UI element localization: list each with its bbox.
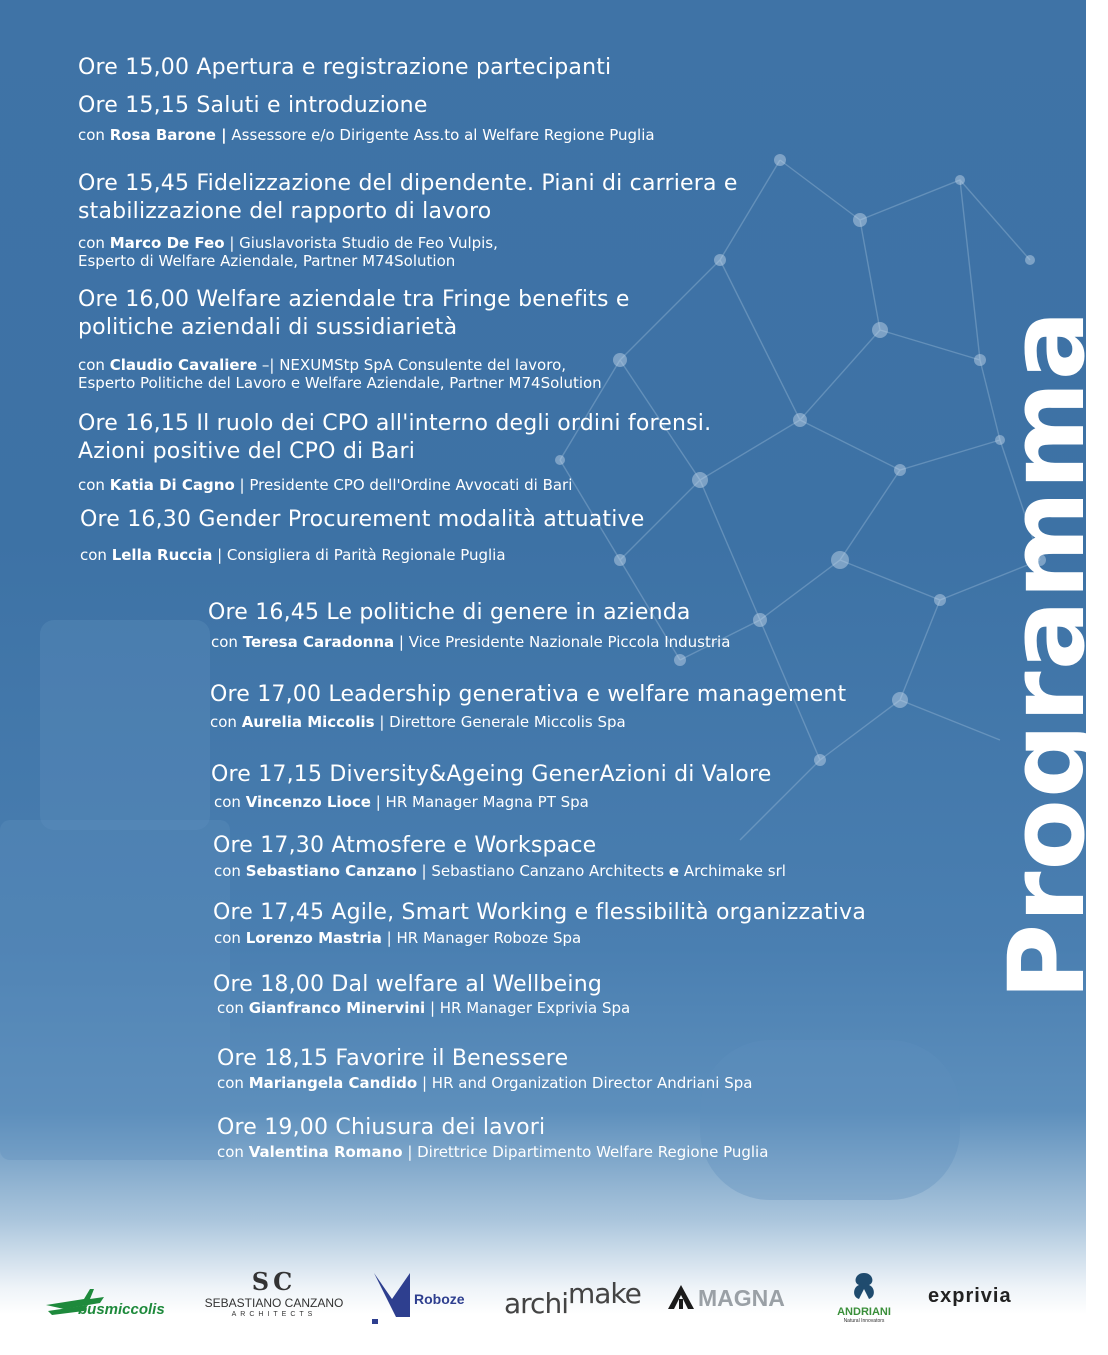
session-title: Ore 17,45 Agile, Smart Working e flessibilità organizzativa [213, 900, 867, 925]
speaker-name: Aurelia Miccolis [241, 713, 375, 731]
program-item [210, 681, 846, 731]
session-title: Ore 15,00 Apertura e registrazione partecipanti [78, 55, 612, 80]
program-item [78, 54, 611, 82]
session-speaker: con Lella Ruccia | Consigliera di Parità Regionale Puglia [80, 546, 506, 564]
session-speaker: con Rosa Barone | Assessore e/o Dirigente Ass.to al Welfare Regione Puglia [78, 126, 655, 144]
sponsor-logos [0, 1255, 1086, 1345]
canzano-name: SEBASTIANO CANZANO [204, 1296, 344, 1310]
busmiccolis-logo [44, 1283, 184, 1323]
program-item [78, 286, 630, 392]
speaker-name: Rosa Barone | [109, 126, 227, 144]
speaker-role: | Direttore Generale Miccolis Spa [374, 713, 626, 731]
session-speaker: con Claudio Cavaliere –| NEXUMStp SpA Consulente del lavoro, [78, 356, 567, 374]
session-speaker: con Lorenzo Mastria | HR Manager Roboze Spa [214, 929, 582, 947]
session-title: Ore 16,45 Le politiche di genere in azienda [208, 600, 691, 625]
speaker-name: Vincenzo Lioce [245, 793, 371, 811]
session-speaker: con Valentina Romano | Direttrice Dipartimento Welfare Regione Puglia [217, 1143, 769, 1161]
session-title-line: Ore 15,45 Fidelizzazione del dipendente. Piani di carriera e [78, 171, 738, 196]
session-speaker: con Katia Di Cagno | Presidente CPO dell'Ordine Avvocati di Bari [78, 476, 573, 494]
session-speaker: con Vincenzo Lioce | HR Manager Magna PT Spa [214, 793, 589, 811]
program-item [80, 506, 645, 564]
session-speaker: con Marco De Feo | Giuslavorista Studio de Feo Vulpis, [78, 234, 498, 252]
speaker-role: | HR Manager Magna PT Spa [370, 793, 589, 811]
speaker-name: Sebastiano Canzano [245, 862, 417, 880]
program-item [211, 761, 771, 811]
speaker-role-line: Esperto di Welfare Aziendale, Partner M74Solution [78, 252, 456, 270]
exprivia-name: exprivia [928, 1285, 1012, 1307]
session-title-line: politiche aziendali di sussidiarietà [78, 315, 458, 340]
archimake-part2: make [567, 1277, 641, 1310]
session-speaker: con Mariangela Candido | HR and Organization Director Andriani Spa [217, 1074, 753, 1092]
program-item [217, 1114, 768, 1161]
andriani-tagline: Natural Innovators [843, 1318, 885, 1324]
speaker-role: –| NEXUMStp SpA Consulente del lavoro, [257, 356, 567, 374]
session-speaker: con Gianfranco Minervini | HR Manager Exprivia Spa [217, 999, 631, 1017]
program-item [78, 410, 711, 494]
speaker-role: | Consigliera di Parità Regionale Puglia [212, 546, 506, 564]
session-title: Ore 17,00 Leadership generativa e welfare management [210, 682, 847, 707]
speaker-role: | HR Manager Exprivia Spa [425, 999, 631, 1017]
canzano-logo [204, 1269, 344, 1329]
speaker-name: Lorenzo Mastria [245, 929, 382, 947]
exprivia-logo [928, 1285, 1048, 1315]
session-speaker: con Sebastiano Canzano | Sebastiano Canzano Architects e Archimake srl [214, 862, 786, 880]
session-title-line: stabilizzazione del rapporto di lavoro [78, 199, 492, 224]
speaker-name: Marco De Feo [109, 234, 225, 252]
roboze-name: Roboze [414, 1291, 465, 1307]
session-title: Ore 17,30 Atmosfere e Workspace [213, 833, 597, 858]
program-item [78, 92, 655, 144]
andriani-logo [826, 1271, 902, 1331]
speaker-name: Lella Ruccia [111, 546, 213, 564]
session-title-line: Azioni positive del CPO di Bari [78, 439, 416, 464]
program-item [213, 971, 630, 1017]
programma-vertical-title: Programma [986, 309, 1108, 1000]
speaker-role: | Presidente CPO dell'Ordine Avvocati di Bari [234, 476, 573, 494]
speaker-role: | HR and Organization Director Andriani Spa [417, 1074, 753, 1092]
magna-logo [668, 1285, 808, 1317]
session-title: Ore 19,00 Chiusura dei lavori [217, 1115, 546, 1140]
archimake-logo [504, 1277, 641, 1320]
session-title: Ore 18,15 Favorire il Benessere [217, 1046, 569, 1071]
session-title-line: Ore 16,15 Il ruolo dei CPO all'interno degli ordini forensi. [78, 411, 712, 436]
canzano-sub: ARCHITECTS [231, 1311, 317, 1318]
roboze-mark-icon [370, 1269, 414, 1325]
program-item [208, 599, 730, 651]
session-title-line: Ore 16,00 Welfare aziendale tra Fringe benefits e [78, 287, 630, 312]
speaker-role: | Vice Presidente Nazionale Piccola Industria [394, 633, 731, 651]
speaker-role: Assessore e/o Dirigente Ass.to al Welfare Regione Puglia [226, 126, 655, 144]
program-item [78, 170, 738, 270]
speaker-role: | Direttrice Dipartimento Welfare Regione Puglia [402, 1143, 769, 1161]
speaker-name: Teresa Caradonna [242, 633, 395, 651]
speaker-name: Valentina Romano [248, 1143, 403, 1161]
session-speaker: con Aurelia Miccolis | Direttore Generale Miccolis Spa [210, 713, 626, 731]
program-item [213, 832, 786, 880]
session-title: Ore 16,30 Gender Procurement modalità attuative [80, 507, 645, 532]
speaker-name: Mariangela Candido [248, 1074, 418, 1092]
session-speaker: con Teresa Caradonna | Vice Presidente Nazionale Piccola Industria [211, 633, 731, 651]
andriani-name: ANDRIANI [837, 1306, 891, 1318]
archimake-part1: archi [504, 1287, 568, 1320]
speaker-role: | Sebastiano Canzano Architects [416, 862, 669, 880]
speaker-role: | Giuslavorista Studio de Feo Vulpis, [224, 234, 498, 252]
magna-name: MAGNA [698, 1285, 785, 1311]
canzano-mark: SC [251, 1267, 297, 1296]
andriani-mark-icon [849, 1271, 879, 1301]
speaker-role: | HR Manager Roboze Spa [381, 929, 582, 947]
busmiccolis-name: busmiccolis [78, 1301, 165, 1318]
session-title: Ore 15,15 Saluti e introduzione [78, 93, 428, 118]
speaker-role: Archimake srl [679, 862, 786, 880]
roboze-logo [370, 1269, 470, 1329]
program-item [213, 899, 866, 947]
speaker-role-line: Esperto Politiche del Lavoro e Welfare Aziendale, Partner M74Solution [78, 374, 602, 392]
speaker-name: Claudio Cavaliere [109, 356, 258, 374]
program-item [217, 1045, 752, 1092]
magna-mark-icon [668, 1285, 694, 1309]
speaker-name: Gianfranco Minervini [248, 999, 426, 1017]
session-title: Ore 18,00 Dal welfare al Wellbeing [213, 972, 602, 997]
speaker-name: Katia Di Cagno [109, 476, 235, 494]
session-title: Ore 17,15 Diversity&Ageing GenerAzioni di Valore [211, 762, 772, 787]
